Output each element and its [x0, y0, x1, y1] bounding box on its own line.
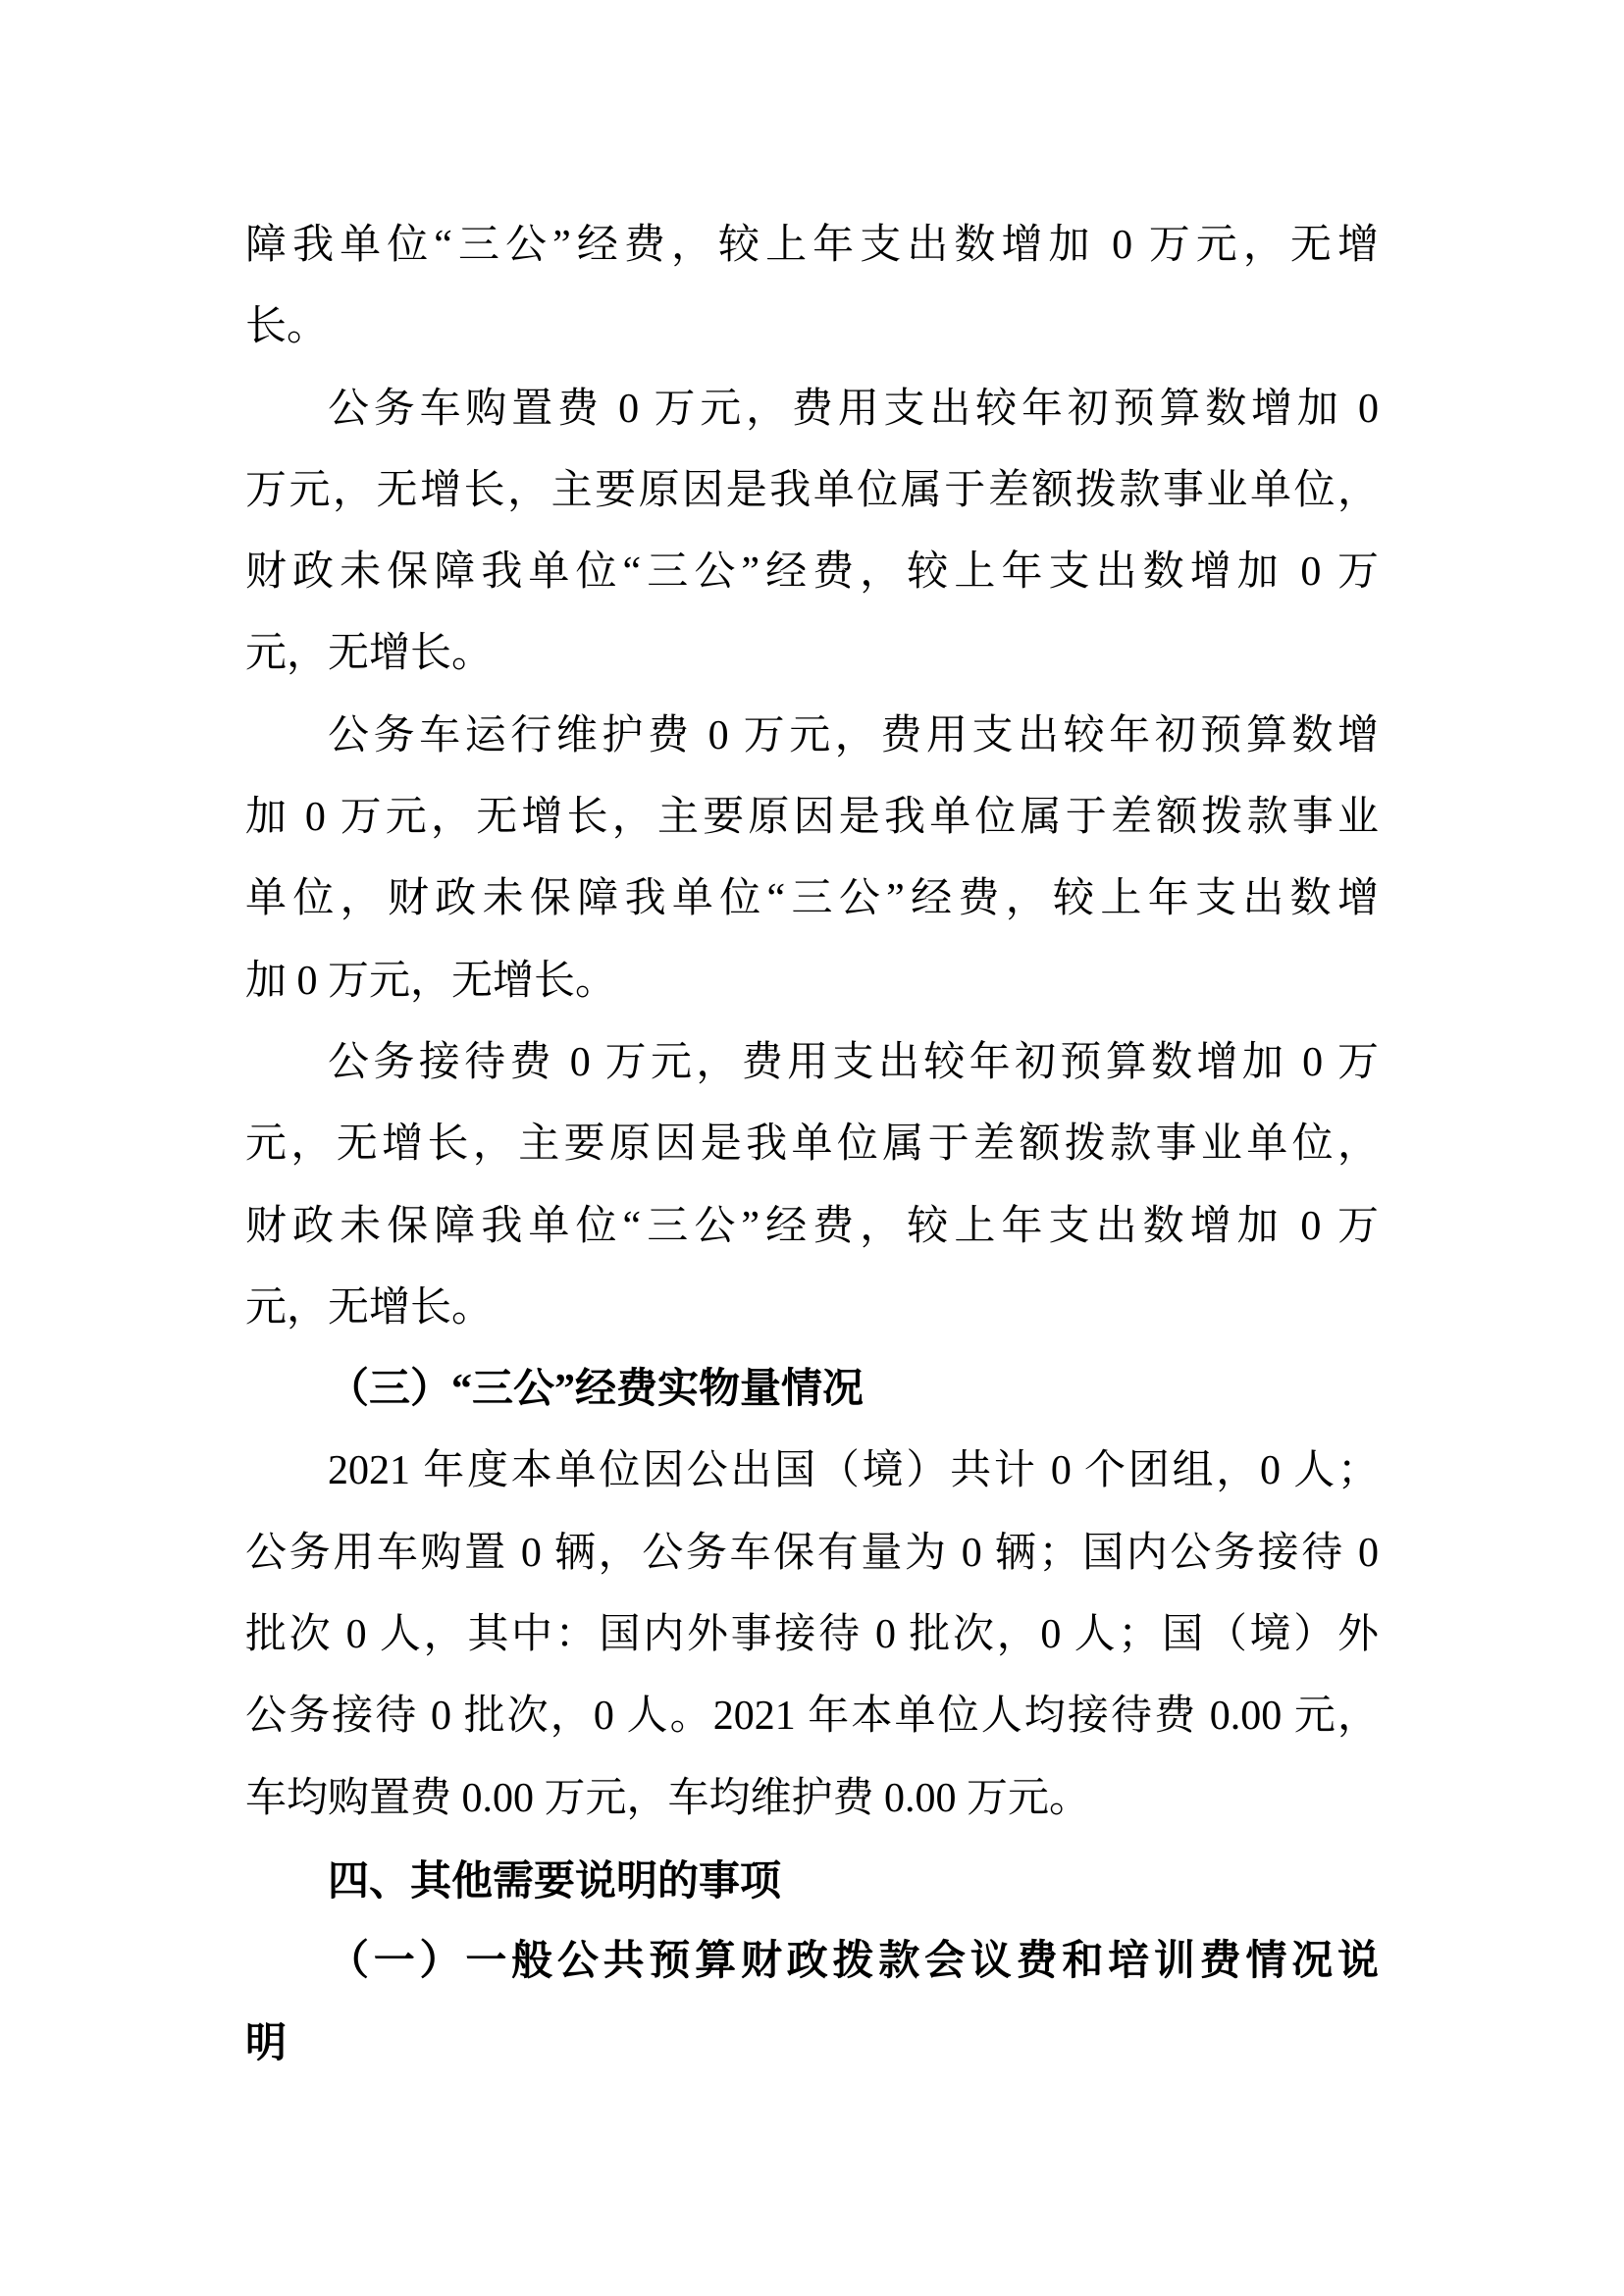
paragraph: [245, 369, 1379, 696]
heading-line: 明: [245, 2020, 288, 2066]
text-line: 障我单位“三公”经费，较上年支出数增加 0 万元，无增: [245, 223, 1379, 268]
section-heading-level2: [245, 1349, 1379, 1431]
text-line: 公务接待费 0 万元，费用支出较年初预算数增加 0 万: [328, 1039, 1379, 1085]
paragraph: [245, 1022, 1379, 1349]
document-text-block: [245, 205, 1379, 2085]
text-line: 公务车运行维护费 0 万元，费用支出较年初预算数增: [328, 712, 1379, 758]
text-line: 公务车购置费 0 万元，费用支出较年初预算数增加 0: [328, 386, 1379, 432]
heading-line: （三）“三公”经费实物量情况: [328, 1367, 864, 1413]
text-line: 元，无增长。: [245, 631, 494, 677]
text-line: 公务接待 0 批次，0 人。2021 年本单位人均接待费 0.00 元，: [245, 1694, 1379, 1740]
text-line: 批次 0 人，其中：国内外事接待 0 批次，0 人；国（境）外: [245, 1612, 1379, 1658]
heading-line: （一）一般公共预算财政拨款会议费和培训费情况说: [328, 1939, 1379, 1985]
text-line: 元，无增长，主要原因是我单位属于差额拨款事业单位，: [245, 1122, 1379, 1168]
text-line: 万元，无增长，主要原因是我单位属于差额拨款事业单位，: [245, 467, 1379, 513]
text-line: 公务用车购置 0 辆，公务车保有量为 0 辆；国内公务接待 0: [245, 1530, 1379, 1576]
paragraph: [245, 696, 1379, 1022]
paragraph-continued: [245, 205, 1379, 369]
section-heading-level2: [245, 1921, 1379, 2085]
text-line: 财政未保障我单位“三公”经费，较上年支出数增加 0 万: [245, 1203, 1379, 1249]
text-line: 2021 年度本单位因公出国（境）共计 0 个团组，0 人；: [328, 1448, 1379, 1494]
text-line: 加 0 万元，无增长，主要原因是我单位属于差额拨款事业: [245, 795, 1379, 841]
text-line: 长。: [245, 304, 329, 350]
text-line: 车均购置费 0.00 万元，车均维护费 0.00 万元。: [245, 1775, 1091, 1821]
section-heading-level1: [245, 1840, 1379, 1921]
text-line: 加 0 万元，无增长。: [245, 958, 617, 1004]
text-line: 财政未保障我单位“三公”经费，较上年支出数增加 0 万: [245, 549, 1379, 596]
text-line: 单位，财政未保障我单位“三公”经费，较上年支出数增: [245, 876, 1379, 922]
paragraph: [245, 1431, 1379, 1839]
text-line: 元，无增长。: [245, 1284, 494, 1331]
heading-line: 四、其他需要说明的事项: [328, 1856, 782, 1904]
